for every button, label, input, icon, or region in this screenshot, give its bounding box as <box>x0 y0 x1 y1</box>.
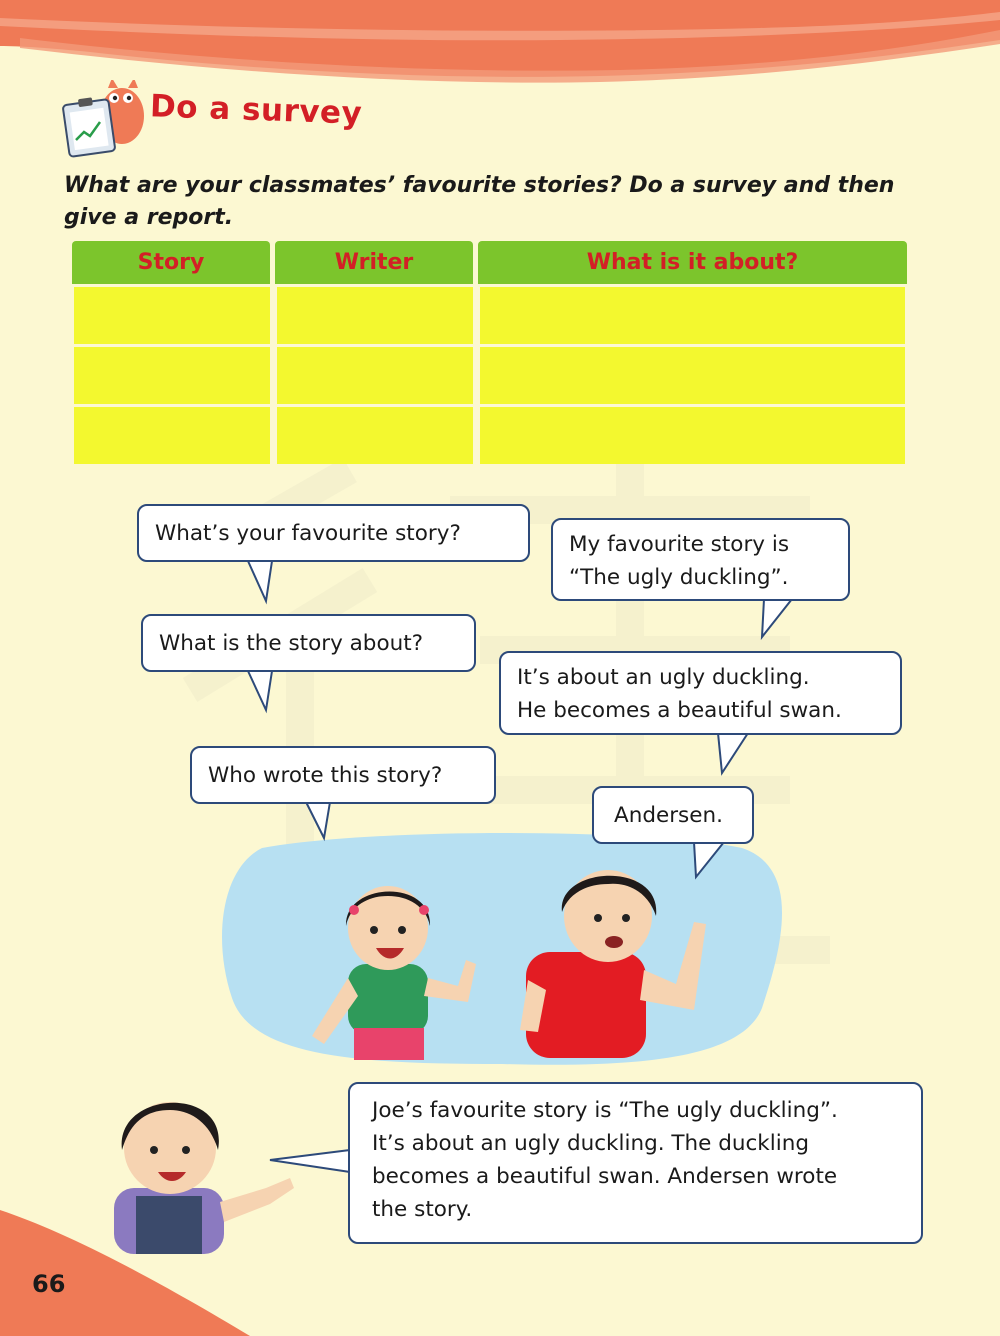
speech-bubble-report <box>348 1082 923 1244</box>
report-line: becomes a beautiful swan. Andersen wrote <box>372 1164 838 1189</box>
speech-bubble-question-about <box>141 614 476 672</box>
speech-bubble-question-writer <box>190 746 496 804</box>
table-cell[interactable] <box>277 407 473 464</box>
boy-character-illustration <box>516 860 726 1058</box>
bubble-text: What’s your favourite story? <box>155 521 461 546</box>
bubble-text: He becomes a beautiful swan. <box>517 698 842 723</box>
table-header-writer: Writer <box>275 241 473 284</box>
table-cell[interactable] <box>74 287 270 344</box>
bubble-text: My favourite story is <box>569 532 790 557</box>
table-cell[interactable] <box>277 287 473 344</box>
table-cell[interactable] <box>74 407 270 464</box>
section-title: Do a survey <box>149 88 363 132</box>
table-cell[interactable] <box>480 287 905 344</box>
table-header-about: What is it about? <box>478 241 907 284</box>
table-header-story: Story <box>72 241 270 284</box>
bubble-text: Andersen. <box>614 803 723 828</box>
survey-table <box>72 241 907 463</box>
girl-character-illustration <box>298 868 488 1060</box>
speech-bubble-answer-favourite <box>551 518 850 601</box>
table-cell[interactable] <box>277 347 473 404</box>
report-line: Joe’s favourite story is “The ugly duckling”. <box>372 1098 838 1123</box>
table-cell[interactable] <box>74 347 270 404</box>
speech-bubble-answer-writer <box>592 786 754 844</box>
speech-bubble-answer-about <box>499 651 902 735</box>
speech-bubble-question-favourite <box>137 504 530 562</box>
page-number: 66 <box>32 1270 66 1298</box>
report-line: the story. <box>372 1197 473 1222</box>
report-line: It’s about an ugly duckling. The duckling <box>372 1131 809 1156</box>
bubble-text: Who wrote this story? <box>208 763 443 788</box>
bubble-text: It’s about an ugly duckling. <box>517 665 810 690</box>
instructions-text: What are your classmates’ favourite stories? Do a survey and then give a report. <box>64 173 895 230</box>
bubble-text: What is the story about? <box>159 631 424 656</box>
table-cell[interactable] <box>480 347 905 404</box>
table-cell[interactable] <box>480 407 905 464</box>
survey-clipboard-cat-icon <box>62 80 152 158</box>
bubble-text: “The ugly duckling”. <box>569 565 789 590</box>
